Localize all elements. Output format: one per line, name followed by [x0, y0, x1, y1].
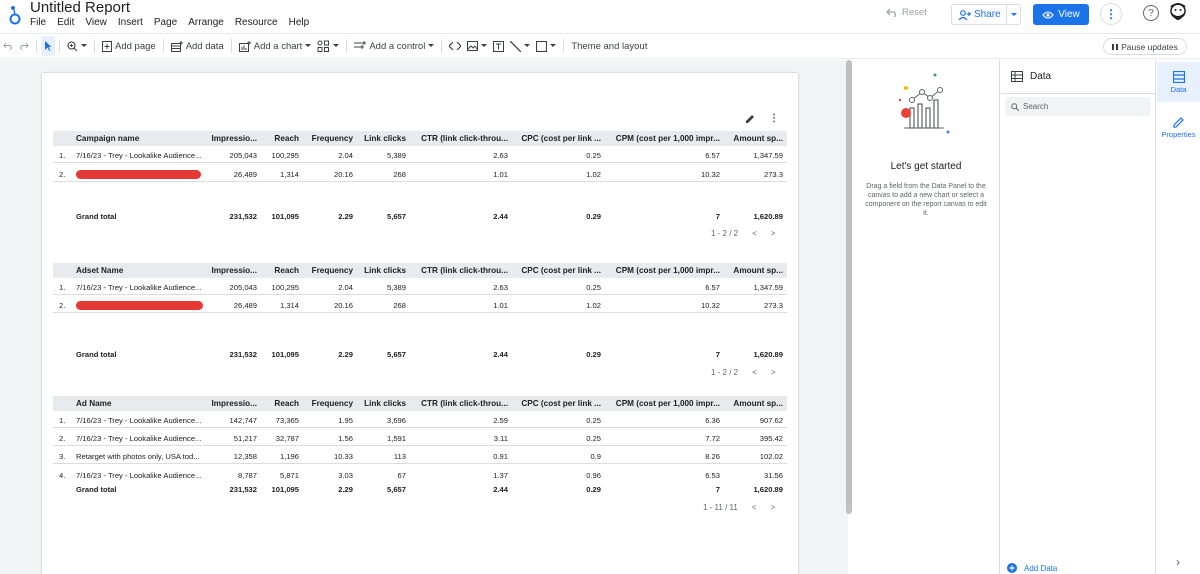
cell: 231,532	[229, 485, 257, 494]
pencil-icon	[1173, 117, 1184, 128]
cell: 5,657	[386, 212, 406, 221]
table-row[interactable]	[53, 148, 787, 163]
row-name: 7/16/23 - Trey - Lookalike Audience...	[76, 471, 202, 480]
help-icon[interactable]: ?	[1143, 5, 1159, 21]
cell: 2.59	[493, 416, 508, 425]
cell: 2.44	[493, 485, 508, 494]
prev-page-chevron-icon[interactable]: <	[752, 368, 757, 377]
grand-total-row	[53, 482, 787, 497]
data-table-icon	[1173, 71, 1185, 83]
table-header	[53, 263, 787, 278]
view-button[interactable]	[1033, 4, 1089, 25]
column-header[interactable]: Amount sp...	[733, 134, 783, 143]
cell: 1,347.59	[753, 283, 783, 292]
cell: 907.62	[759, 416, 783, 425]
cell: 101,095	[271, 212, 299, 221]
pager-range: 1 - 2 / 2	[711, 229, 739, 238]
cell: 26,489	[233, 301, 257, 310]
expand-panel-chevron-icon[interactable]: ›	[1176, 555, 1180, 569]
menu-edit[interactable]: Edit	[57, 17, 75, 28]
column-header[interactable]: Campaign name	[76, 134, 140, 143]
cell: 7.72	[705, 434, 720, 443]
prev-page-chevron-icon[interactable]: <	[752, 229, 757, 238]
embed-code-icon[interactable]	[446, 36, 464, 56]
table-pager	[703, 503, 775, 512]
table-row[interactable]	[53, 468, 787, 483]
data-panel	[1001, 60, 1156, 574]
grand-total-label: Grand total	[76, 485, 117, 494]
chart-icon	[239, 41, 251, 52]
cell: 101,095	[271, 485, 299, 494]
toolbar-divider	[36, 39, 37, 53]
column-header[interactable]: Link clicks	[364, 134, 406, 143]
cell: 3.11	[493, 434, 508, 443]
menu-insert[interactable]: Insert	[117, 17, 143, 28]
cell: 6.36	[705, 416, 720, 425]
table-header	[53, 396, 787, 411]
cell: 142,747	[229, 416, 257, 425]
cell: 273.3	[763, 170, 783, 179]
rail-properties-tab[interactable]	[1157, 108, 1200, 148]
adset-table[interactable]	[53, 263, 787, 373]
cell: 0.25	[586, 283, 601, 292]
cell: 7	[715, 212, 720, 221]
redaction-mark	[76, 170, 201, 179]
cell: 0.9	[590, 452, 601, 461]
column-header[interactable]: CTR (link click-throu...	[421, 399, 508, 408]
table-row[interactable]	[53, 167, 787, 182]
cell: 26,489	[233, 170, 257, 179]
pause-icon	[1112, 44, 1118, 50]
line-icon[interactable]	[507, 36, 533, 56]
reset-button[interactable]	[886, 7, 927, 18]
cell: 2.04	[338, 283, 353, 292]
cell: 1.01	[493, 170, 508, 179]
pause-updates-label: Pause updates	[1121, 41, 1178, 52]
data-table-icon	[1011, 71, 1023, 82]
menu-resource[interactable]: Resource	[234, 17, 278, 28]
pause-updates-button[interactable]	[1103, 38, 1187, 55]
toolbar-divider	[163, 39, 164, 53]
edit-pencil-icon[interactable]	[745, 114, 755, 124]
add-data-link[interactable]	[1007, 563, 1057, 573]
theme-layout-button[interactable]: Theme and layout	[571, 40, 648, 52]
cell: 2.29	[338, 350, 353, 359]
eye-icon	[1042, 11, 1054, 19]
add-page-label: Add page	[115, 40, 156, 52]
get-started-title: Let's get started	[890, 161, 962, 172]
menu-page[interactable]: Page	[153, 17, 178, 28]
table-row[interactable]	[53, 280, 787, 295]
cell: 6.57	[705, 151, 720, 160]
cell: 5,871	[279, 471, 299, 480]
menu-file[interactable]: File	[30, 17, 47, 28]
table-row[interactable]	[53, 413, 787, 428]
cell: 67	[397, 471, 406, 480]
cell: 395.42	[759, 434, 783, 443]
share-dropdown-chevron-icon[interactable]	[1006, 5, 1020, 24]
column-header[interactable]: Reach	[274, 266, 299, 275]
cell: 100,295	[271, 151, 299, 160]
share-button[interactable]	[951, 4, 1021, 25]
toolbar-divider	[59, 39, 60, 53]
cell: 20.16	[333, 301, 353, 310]
column-header[interactable]: Impressio...	[211, 266, 257, 275]
cell: 0.25	[586, 151, 601, 160]
cell: 2.44	[493, 350, 508, 359]
cell: 20.16	[333, 170, 353, 179]
row-number: 1.	[59, 151, 66, 160]
select-pointer-icon[interactable]	[41, 36, 55, 56]
community-viz-icon[interactable]	[314, 36, 342, 56]
column-header[interactable]: Frequency	[311, 399, 353, 408]
table-row[interactable]	[53, 298, 787, 313]
row-name: Retarget with photos only, USA tod...	[76, 452, 200, 461]
table-row[interactable]	[53, 449, 787, 464]
row-name: 7/16/23 - Trey - Lookalike Audience...	[76, 283, 202, 292]
cell: 0.25	[586, 416, 601, 425]
add-data-button[interactable]	[168, 36, 227, 56]
rail-properties-label: Properties	[1161, 130, 1196, 139]
cell: 0.29	[586, 212, 601, 221]
pager-range: 1 - 11 / 11	[703, 503, 738, 512]
search-icon	[1011, 103, 1019, 111]
add-control-button[interactable]	[351, 36, 437, 56]
row-number: 2.	[59, 170, 66, 179]
cell: 8.26	[705, 452, 720, 461]
column-header[interactable]: Reach	[274, 399, 299, 408]
rail-data-tab[interactable]	[1157, 62, 1200, 102]
grand-total-row	[53, 209, 787, 224]
cell: 268	[393, 170, 406, 179]
cell: 6.57	[705, 283, 720, 292]
cell: 2.63	[493, 151, 508, 160]
cell: 0.25	[586, 434, 601, 443]
add-person-icon	[958, 10, 971, 20]
cell: 7	[715, 350, 720, 359]
cell: 0.91	[493, 452, 508, 461]
cell: 10.32	[700, 301, 720, 310]
ad-table[interactable]	[53, 396, 787, 496]
menu-help[interactable]: Help	[288, 17, 310, 28]
redo-icon[interactable]	[16, 36, 32, 56]
cell: 3,696	[386, 416, 406, 425]
toolbar-divider	[441, 39, 442, 53]
row-number: 2.	[59, 301, 66, 310]
column-header[interactable]: CPC (cost per link ...	[521, 266, 601, 275]
grand-total-row	[53, 347, 787, 362]
cell: 231,532	[229, 350, 257, 359]
table-pager	[711, 229, 775, 238]
cell: 5,389	[386, 283, 406, 292]
column-header[interactable]: CTR (link click-throu...	[421, 266, 508, 275]
cell: 2.04	[338, 151, 353, 160]
more-options-icon[interactable]: ⋮	[1100, 3, 1122, 25]
menu-view[interactable]: View	[85, 17, 107, 28]
cell: 32,787	[275, 434, 299, 443]
cell: 6.53	[705, 471, 720, 480]
undo-icon[interactable]	[0, 36, 16, 56]
top-bar	[0, 0, 1200, 33]
cell: 10.33	[333, 452, 353, 461]
cell: 1,620.89	[753, 350, 783, 359]
cell: 1.02	[586, 170, 601, 179]
cell: 2.63	[493, 283, 508, 292]
cell: 2.29	[338, 212, 353, 221]
cell: 268	[393, 301, 406, 310]
row-name: 7/16/23 - Trey - Lookalike Audience...	[76, 434, 202, 443]
column-header[interactable]: CPM (cost per 1,000 impr...	[615, 134, 720, 143]
cell: 102.02	[759, 452, 783, 461]
column-header[interactable]: CTR (link click-throu...	[421, 134, 508, 143]
avatar[interactable]	[1167, 2, 1189, 26]
column-header[interactable]: CPC (cost per link ...	[521, 399, 601, 408]
view-label: View	[1058, 9, 1080, 20]
search-placeholder: Search	[1023, 102, 1049, 111]
editor-toolbar	[0, 33, 1200, 59]
grand-total-label: Grand total	[76, 350, 117, 359]
row-name: 7/16/23 - Trey - Lookalike Audience...	[76, 151, 202, 160]
cell: 0.29	[586, 350, 601, 359]
looker-studio-logo-icon	[8, 2, 22, 28]
cell: 1.01	[493, 301, 508, 310]
get-started-description: Drag a field from the Data Panel to the canvas to add a new chart or select a component on the report canvas to edit it.	[865, 183, 987, 217]
column-header[interactable]: Ad Name	[76, 399, 112, 408]
text-box-icon[interactable]	[490, 36, 507, 56]
cell: 7	[715, 485, 720, 494]
pager-range: 1 - 2 / 2	[711, 368, 739, 377]
data-panel-title: Data	[1030, 71, 1052, 82]
cell: 113	[393, 452, 406, 461]
cell: 100,295	[271, 283, 299, 292]
side-rail	[1157, 60, 1200, 574]
row-number: 4.	[59, 471, 66, 480]
column-header[interactable]: Link clicks	[364, 399, 406, 408]
table-pager	[711, 368, 775, 377]
table-row[interactable]	[53, 431, 787, 446]
toolbar-divider	[563, 39, 564, 53]
row-number: 3.	[59, 452, 66, 461]
cell: 31.56	[763, 471, 783, 480]
column-header[interactable]: Frequency	[311, 134, 353, 143]
report-title[interactable]: Untitled Report	[30, 0, 131, 16]
cell: 231,532	[229, 212, 257, 221]
column-header[interactable]: Amount sp...	[733, 266, 783, 275]
cell: 1,196	[279, 452, 299, 461]
cell: 8,787	[237, 471, 257, 480]
add-chart-label: Add a chart	[253, 40, 303, 52]
column-header[interactable]: Impressio...	[211, 399, 257, 408]
get-started-panel	[852, 60, 1000, 574]
row-number: 2.	[59, 434, 66, 443]
cell: 1.56	[338, 434, 353, 443]
cell: 12,358	[233, 452, 257, 461]
cell: 5,389	[386, 151, 406, 160]
rail-data-label: Data	[1170, 84, 1187, 94]
image-icon[interactable]	[464, 36, 490, 56]
reset-label: Reset	[902, 7, 927, 18]
column-header[interactable]: Amount sp...	[733, 399, 783, 408]
undo-arrow-icon	[886, 8, 898, 17]
cell: 1.02	[586, 301, 601, 310]
cell: 1,314	[279, 301, 299, 310]
cell: 0.96	[586, 471, 601, 480]
column-header[interactable]: Impressio...	[211, 134, 257, 143]
control-icon	[354, 41, 366, 51]
row-number: 1.	[59, 283, 66, 292]
column-header[interactable]: Link clicks	[364, 266, 406, 275]
add-circle-icon	[1007, 563, 1017, 573]
add-chart-button[interactable]	[236, 36, 315, 56]
add-page-icon	[102, 41, 112, 52]
cell: 1.37	[493, 471, 508, 480]
cell: 10.32	[700, 170, 720, 179]
cell: 0.29	[586, 485, 601, 494]
column-header[interactable]: Adset Name	[76, 266, 124, 275]
next-page-chevron-icon[interactable]: >	[770, 229, 776, 238]
prev-page-chevron-icon[interactable]: <	[751, 503, 757, 512]
cell: 5,657	[386, 485, 406, 494]
cell: 205,043	[229, 283, 257, 292]
chart-illustration-icon	[892, 70, 962, 142]
cell: 1,620.89	[753, 485, 783, 494]
toolbar-divider	[231, 39, 232, 53]
column-header[interactable]: Reach	[274, 134, 299, 143]
column-header[interactable]: CPM (cost per 1,000 impr...	[615, 399, 720, 408]
column-header[interactable]: CPM (cost per 1,000 impr...	[615, 266, 720, 275]
column-header[interactable]: CPC (cost per link ...	[521, 134, 601, 143]
cell: 73,365	[275, 416, 299, 425]
cell: 5,657	[386, 350, 406, 359]
add-data-label: Add data	[185, 40, 224, 52]
data-panel-header	[1001, 60, 1156, 94]
menu-bar	[30, 17, 309, 28]
cell: 101,095	[271, 350, 299, 359]
data-search-input[interactable]	[1005, 97, 1151, 116]
add-data-icon	[171, 41, 183, 52]
next-page-chevron-icon[interactable]: >	[770, 368, 776, 377]
cell: 205,043	[229, 151, 257, 160]
cell: 3.03	[338, 471, 353, 480]
next-page-chevron-icon[interactable]: >	[770, 503, 776, 512]
menu-arrange[interactable]: Arrange	[188, 17, 224, 28]
toolbar-divider	[94, 39, 95, 53]
zoom-icon[interactable]	[64, 36, 90, 56]
cell: 1,591	[386, 434, 406, 443]
campaign-table[interactable]	[53, 131, 787, 241]
cell: 1,620.89	[753, 212, 783, 221]
add-page-button[interactable]	[99, 36, 159, 56]
cell: 2.29	[338, 485, 353, 494]
shape-icon[interactable]	[533, 36, 559, 56]
cell: 2.44	[493, 212, 508, 221]
row-name: 7/16/23 - Trey - Lookalike Audience...	[76, 416, 202, 425]
table-more-options-icon[interactable]: ⋮	[769, 113, 779, 124]
cell: 273.3	[763, 301, 783, 310]
cell: 1.95	[338, 416, 353, 425]
cell: 1,347.59	[753, 151, 783, 160]
table-header	[53, 131, 787, 146]
cell: 1,314	[279, 170, 299, 179]
row-number: 1.	[59, 416, 66, 425]
grand-total-label: Grand total	[76, 212, 117, 221]
add-control-label: Add a control	[369, 40, 426, 52]
cell: 51,217	[233, 434, 257, 443]
toolbar-divider	[346, 39, 347, 53]
redaction-mark	[76, 301, 203, 310]
column-header[interactable]: Frequency	[311, 266, 353, 275]
share-label: Share	[974, 9, 1001, 20]
add-data-label: Add Data	[1024, 563, 1058, 573]
